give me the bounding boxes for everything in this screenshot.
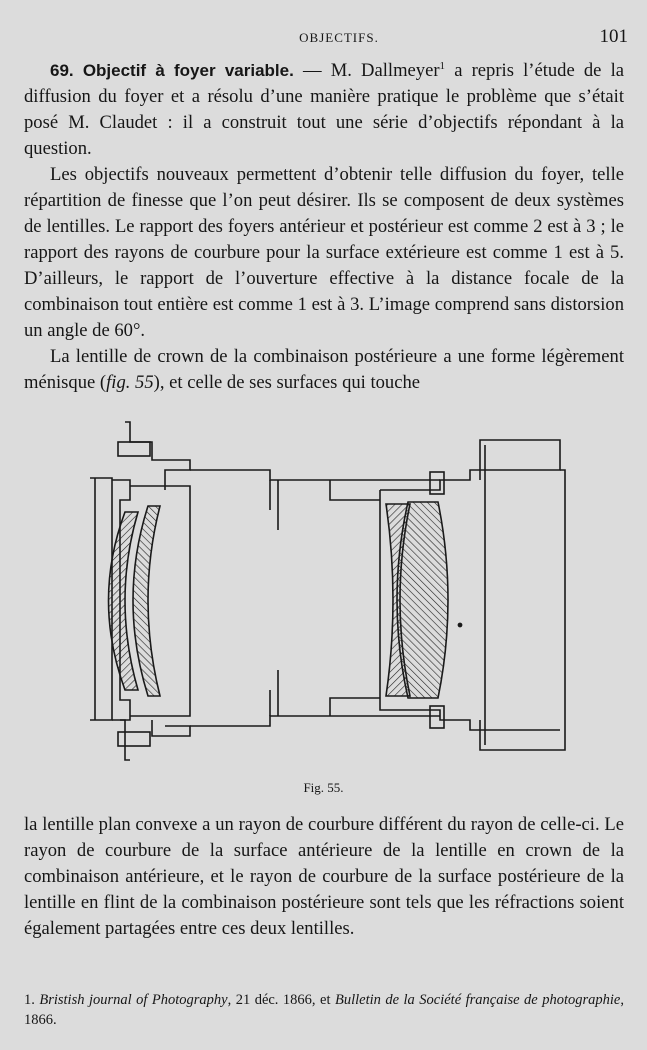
figure-caption: Fig. 55. xyxy=(303,780,344,795)
section-paragraph xyxy=(24,58,624,162)
section-paragraph-text: a repris l’étude de la diffusion du foyer et a résolu d’une manière pratique le problème que s’était posé M. Claudet : il a construit tout une série d’objectifs répondant à la question. xyxy=(24,60,624,159)
section-title: Objectif à foyer variable. xyxy=(82,61,294,80)
footnote-ref: 1 xyxy=(439,59,446,72)
page-number: 101 xyxy=(599,26,628,47)
footnote-end: , 1866. xyxy=(24,992,624,1028)
p3-text-after: ), et celle de ses surfaces qui touche xyxy=(153,372,421,393)
author-intro: — M. Dallmeyer xyxy=(293,60,440,81)
paragraph-figure-ref xyxy=(24,344,624,396)
footnote-number: 1. xyxy=(24,992,35,1008)
footnote-journal-2: Bulletin de la Société française de photographie xyxy=(334,992,621,1008)
p3-text-before: La lentille de crown de la combinaison postérieure a une forme légèrement ménisque ( xyxy=(24,346,624,393)
running-header xyxy=(50,24,628,54)
footnote-journal-1: Bristish journal of Photography xyxy=(39,992,228,1008)
front-flint-lens xyxy=(133,506,160,696)
running-title: OBJECTIFS. xyxy=(299,30,379,45)
footnote xyxy=(24,990,624,1030)
paragraph: Les objectifs nouveaux permettent d’obtenir telle diffusion du foyer, telle répartition de finesse que l’on peut désirer. Ils se composent de deux systèmes de lentilles. Le rapport des foyers antérieur et postérieur est comme 2 est à 3 ; le rapport des rayons de courbure pour la surface extérieure est comme 1 est à 5. D’ailleurs, le rapport de l’ouverture effective à la distance focale de la combinaison tout entière est comme 1 est à 3. L’image comprend sans distorsion un angle de 60°. xyxy=(24,164,624,341)
continuation-paragraph: la lentille plan convexe a un rayon de courbure différent du rayon de celle-ci. Le rayon de courbure de la surface antérieure de la lentille en crown de la combinaison antérieure, et le rayon de courbure de la surface postérieure de la lentille en flint de la combinaison postérieure sont tels que les réfractions soient également partagées entre ces deux lentilles. xyxy=(24,814,624,939)
body-text-top xyxy=(24,58,624,396)
section-number: 69. xyxy=(50,61,74,80)
footnote-text: , 21 déc. 1866, et xyxy=(227,992,335,1008)
body-text-bottom xyxy=(24,812,624,942)
figure-reference: fig. 55 xyxy=(106,372,154,393)
lens-diagram xyxy=(90,420,570,780)
rear-crown-lens xyxy=(397,502,448,698)
